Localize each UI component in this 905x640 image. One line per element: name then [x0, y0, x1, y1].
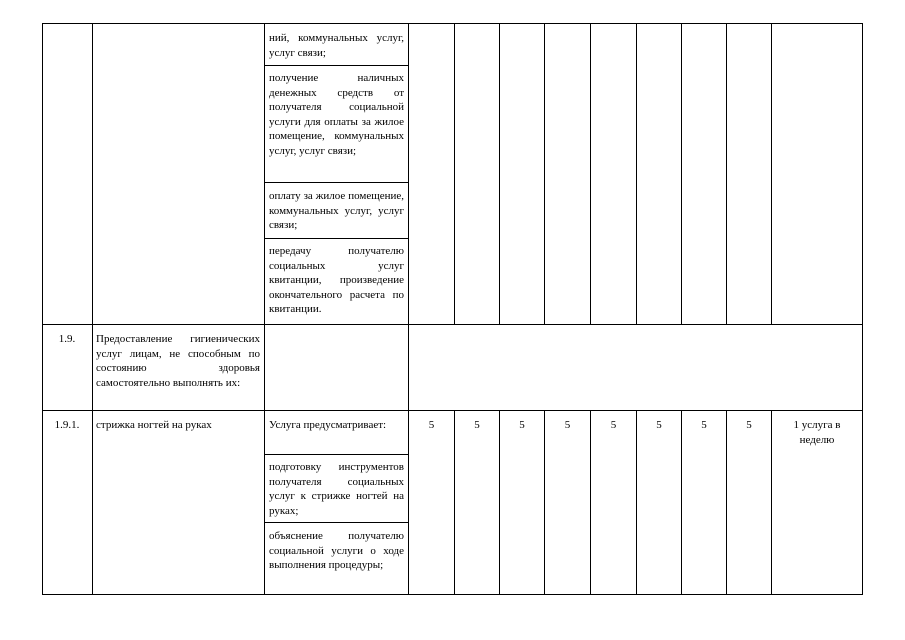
service-description-item: оплату за жилое помещение, коммунальных услуг, услуг связи; — [269, 190, 404, 232]
desc-divider — [264, 65, 408, 66]
desc-divider — [264, 522, 408, 523]
column-divider — [726, 410, 727, 595]
service-frequency: 1 услуга в неделю — [793, 419, 841, 446]
table-bottom-border — [42, 594, 863, 595]
service-value: 5 — [519, 419, 525, 431]
table-top-border — [42, 23, 863, 24]
service-description-item: Услуга предусматривает: — [269, 419, 387, 431]
row-divider — [42, 410, 863, 411]
service-description-item: передачу получателю социальных услуг квитанции, произведение окончательного расчета по квитанции. — [269, 245, 404, 316]
column-divider — [92, 23, 93, 595]
column-divider — [544, 410, 545, 595]
service-value: 5 — [656, 419, 662, 431]
service-value: 5 — [746, 419, 752, 431]
column-divider — [544, 23, 545, 325]
column-divider — [771, 410, 772, 595]
desc-divider — [264, 238, 408, 239]
column-divider — [499, 23, 500, 325]
table-left-border — [42, 23, 43, 595]
service-name: стрижка ногтей на руках — [96, 419, 212, 431]
service-description-item: объяснение получателю социальной услуги о ходе выполнения процедуры; — [269, 530, 404, 572]
column-divider — [681, 23, 682, 325]
service-name: Предоставление гигиенических услуг лицам, не способным по состоянию здоровья самостоятельно выполнять их: — [96, 333, 260, 389]
column-divider — [454, 23, 455, 325]
service-value: 5 — [564, 419, 571, 431]
table-right-border — [862, 23, 863, 595]
column-divider — [408, 23, 409, 595]
row-divider — [42, 324, 863, 325]
service-description-item: получение наличных денежных средств от получателя социальной услуги для оплаты за жилое помещение, коммунальных услуг, услуг связи; — [269, 72, 404, 157]
row-number: 1.9.1. — [54, 419, 80, 431]
column-divider — [454, 410, 455, 595]
desc-divider — [264, 454, 408, 455]
column-divider — [264, 23, 265, 595]
column-divider — [726, 23, 727, 325]
column-divider — [590, 410, 591, 595]
service-description-item: ний, коммунальных услуг, услуг связи; — [269, 32, 404, 59]
column-divider — [590, 23, 591, 325]
column-divider — [636, 410, 637, 595]
service-value: 5 — [428, 419, 435, 431]
column-divider — [681, 410, 682, 595]
service-value: 5 — [701, 419, 707, 431]
service-value: 5 — [610, 419, 617, 431]
service-description-item: подготовку инструментов получателя социальных услуг к стрижке ногтей на руках; — [269, 461, 404, 517]
row-number: 1.9. — [58, 333, 76, 345]
service-value: 5 — [474, 419, 480, 431]
column-divider — [499, 410, 500, 595]
desc-divider — [264, 182, 408, 183]
column-divider — [636, 23, 637, 325]
column-divider — [771, 23, 772, 325]
